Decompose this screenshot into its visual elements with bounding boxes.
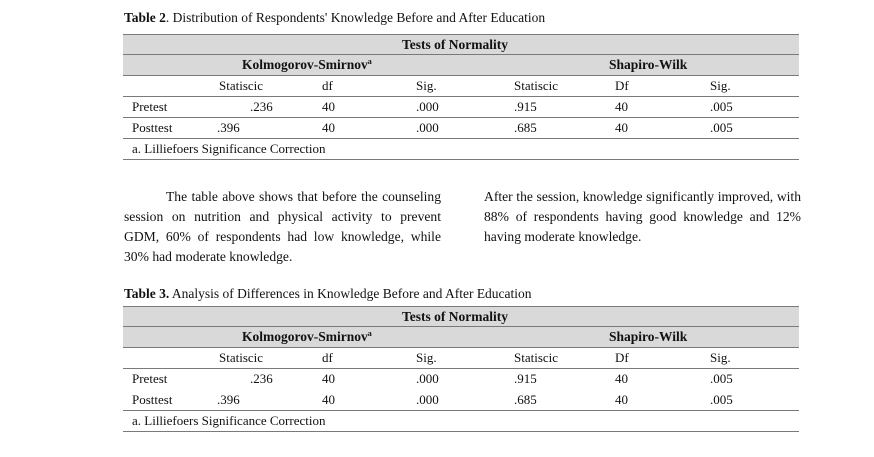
paragraph-left: The table above shows that before the counseling session on nutrition and physical activity to prevent GDM, 60% of respondents had low knowledge, while 30% had moderate knowledge. <box>124 189 441 264</box>
table2-title-row <box>123 34 799 55</box>
table2-cell: 40 <box>615 99 628 114</box>
table3-col-df-sw: Df <box>615 350 629 365</box>
table2 <box>123 34 799 160</box>
table2-col-df-sw: Df <box>615 78 629 93</box>
table3-footnote-row <box>123 411 799 432</box>
table2-cell: 40 <box>322 99 335 114</box>
table2-col-df: df <box>322 78 333 93</box>
table2-cell: 40 <box>322 120 335 135</box>
table3-col-sig-ks: Sig. <box>416 350 437 365</box>
table2-footnote-row <box>123 139 799 160</box>
table3-cell: .005 <box>710 371 733 386</box>
table2-caption <box>124 10 545 26</box>
table3-group-row <box>123 327 799 348</box>
table2-col-sig-ks: Sig. <box>416 78 437 93</box>
table2-group-row <box>123 55 799 76</box>
table2-row-label: Pretest <box>132 99 168 114</box>
table2-column-row <box>123 76 799 97</box>
table-row <box>123 97 799 118</box>
table3-group-sw: Shapiro-Wilk <box>609 329 688 344</box>
table2-caption-text: . Distribution of Respondents' Knowledge Before and After Education <box>165 10 546 25</box>
table2-cell: .685 <box>514 120 537 135</box>
table2-cell: 40 <box>615 120 628 135</box>
paragraph-right: After the session, knowledge significantly improved, with 88% of respondents having good knowledge and 12% having moderate knowledge. <box>484 189 801 244</box>
table2-col-statistic-ks: Statiscic <box>219 78 264 93</box>
table3-caption <box>124 286 532 302</box>
table2-title: Tests of Normality <box>402 37 508 52</box>
table2-col-sig-sw: Sig. <box>710 78 731 93</box>
table3 <box>123 306 799 432</box>
table3-cell: .000 <box>416 371 439 386</box>
table3-cell: .236 <box>250 371 273 386</box>
table2-caption-label: Table 2 <box>124 10 166 25</box>
table3-cell: 40 <box>615 371 628 386</box>
table3-caption-label: Table 3. <box>124 286 170 301</box>
table3-cell: 40 <box>322 392 335 407</box>
table3-footnote: a. Lilliefoers Significance Correction <box>132 413 326 428</box>
table2-cell: .000 <box>416 120 439 135</box>
table3-cell: .915 <box>514 371 537 386</box>
table2-group-ks: Kolmogorov-Smirnov$^a$ <box>242 57 372 72</box>
table3-cell: 40 <box>615 392 628 407</box>
table3-cell: .000 <box>416 392 439 407</box>
table-row <box>123 390 799 411</box>
table3-cell: .396 <box>217 392 240 407</box>
table3-cell: 40 <box>322 371 335 386</box>
table2-cell: .000 <box>416 99 439 114</box>
table3-cell: .685 <box>514 392 537 407</box>
table2-cell: .236 <box>250 99 273 114</box>
table2-cell: .396 <box>217 120 240 135</box>
table3-column-row <box>123 348 799 369</box>
table3-col-statistic-sw: Statiscic <box>514 350 559 365</box>
table2-footnote: a. Lilliefoers Significance Correction <box>132 141 326 156</box>
table3-group-ks: Kolmogorov-Smirnov$^a$ <box>242 329 372 344</box>
table-row <box>123 369 799 390</box>
table3-cell: .005 <box>710 392 733 407</box>
table3-col-df: df <box>322 350 333 365</box>
table3-title: Tests of Normality <box>402 309 508 324</box>
table3-title-row <box>123 306 799 327</box>
table2-group-sw: Shapiro-Wilk <box>609 57 688 72</box>
table2-col-statistic-sw: Statiscic <box>514 78 559 93</box>
table2-cell: .005 <box>710 120 733 135</box>
table3-col-statistic-ks: Statiscic <box>219 350 264 365</box>
table3-row-label: Pretest <box>132 371 168 386</box>
table3-col-sig-sw: Sig. <box>710 350 731 365</box>
table3-caption-text: Analysis of Differences in Knowledge Before and After Education <box>169 286 532 301</box>
table2-row-label: Posttest <box>132 120 173 135</box>
table2-cell: .915 <box>514 99 537 114</box>
table2-cell: .005 <box>710 99 733 114</box>
table3-row-label: Posttest <box>132 392 173 407</box>
table-row <box>123 118 799 139</box>
